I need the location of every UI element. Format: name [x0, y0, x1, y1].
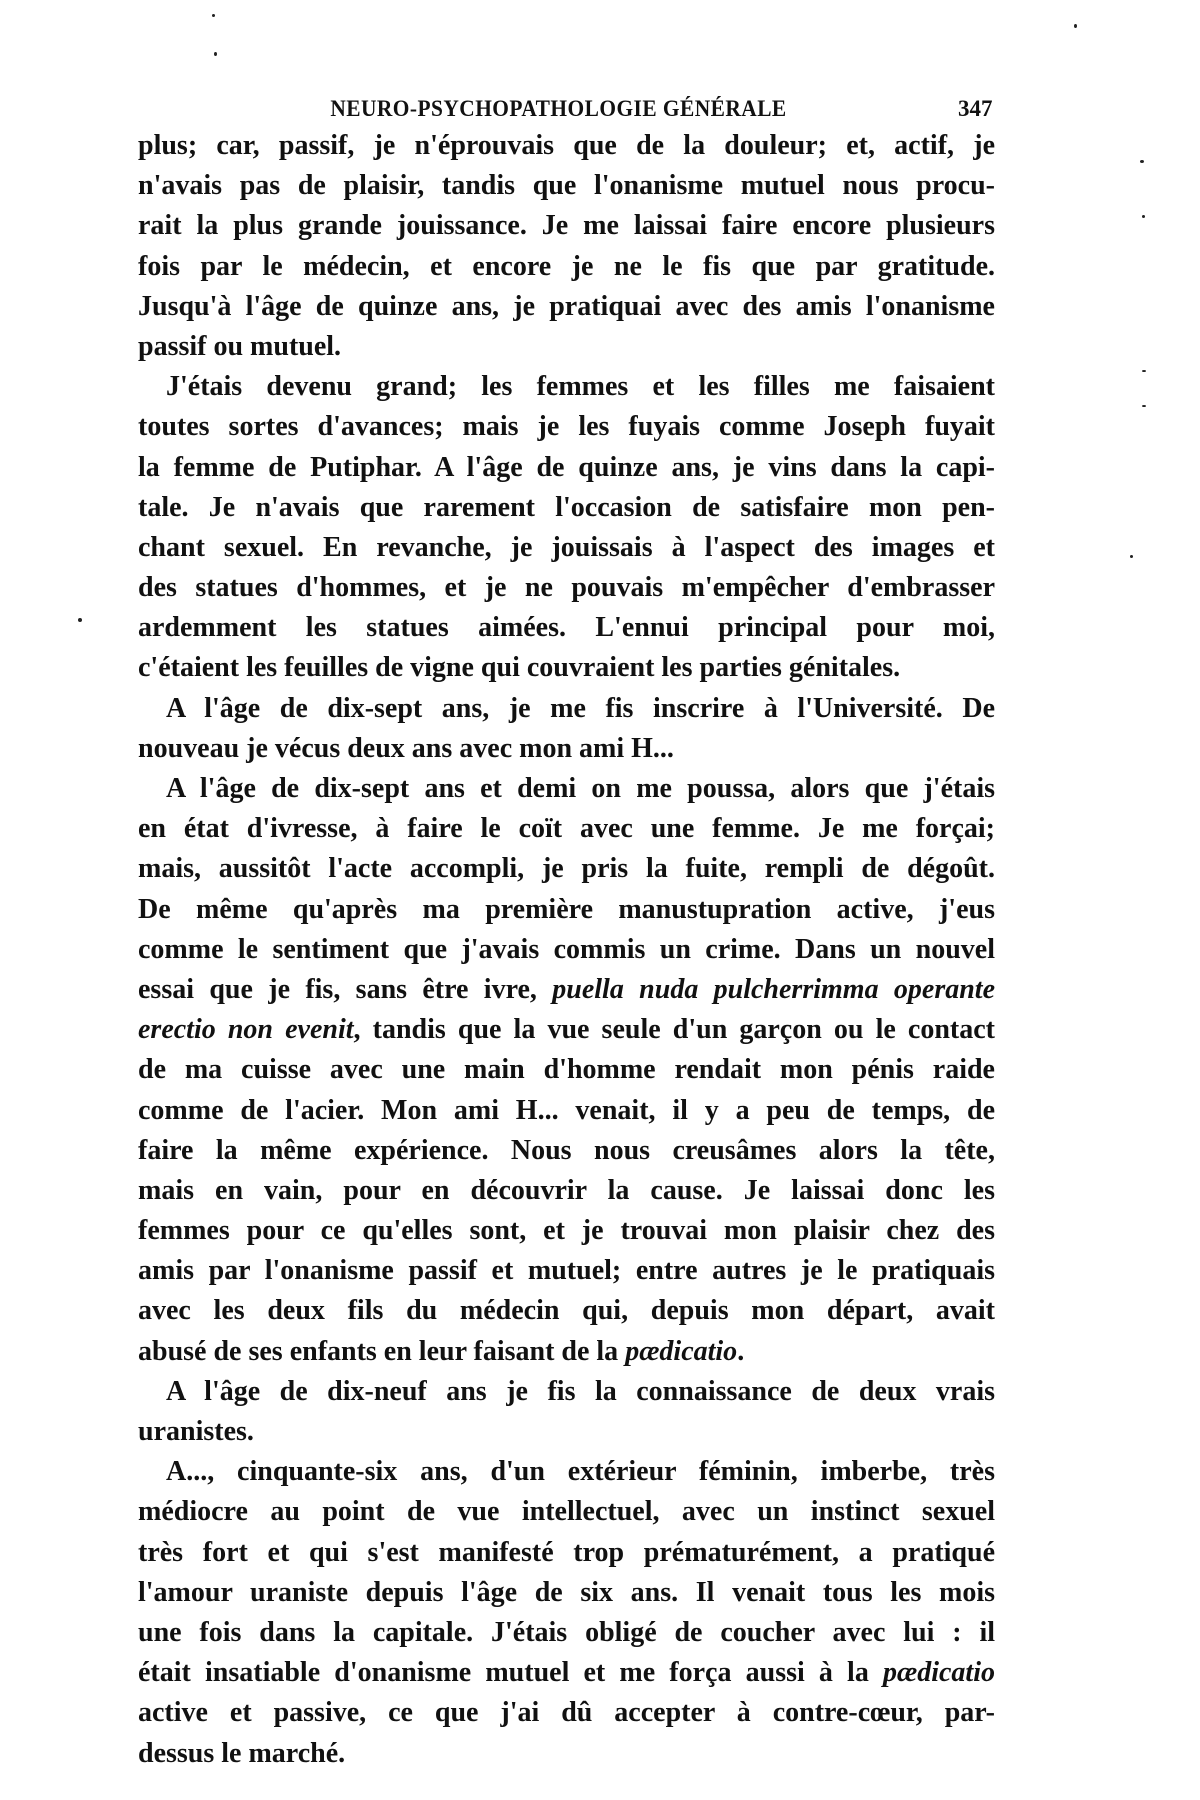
text-segment: avec les deux fils du médecin qui, depuis mon départ, avait [138, 1295, 995, 1327]
text-line [138, 1734, 995, 1774]
text-segment: mais en vain, pour en découvrir la cause. Je laissai donc les [138, 1174, 995, 1206]
scan-speck [1130, 555, 1133, 558]
text-segment: n'avais pas de plaisir, tandis que l'onanisme mutuel nous procu- [138, 170, 995, 202]
text-segment: la femme de Putiphar. A l'âge de quinze ans, je vins dans la capi- [138, 451, 995, 483]
text-line [138, 166, 995, 206]
text-segment: A l'âge de dix-sept ans et demi on me poussa, alors que j'étais [166, 773, 995, 804]
text-segment: essai que je fis, sans être ivre, [138, 973, 553, 1005]
text-line [138, 970, 995, 1010]
text-line [138, 1533, 995, 1573]
text-line [138, 206, 995, 246]
page-number: 347 [958, 96, 993, 121]
text-line [138, 287, 995, 327]
italic-latin-phrase: puella nuda pulcherrimma operante [552, 973, 996, 1005]
text-line [138, 528, 995, 568]
text-segment: des statues d'hommes, et je ne pouvais m'empêcher d'embrasser [138, 572, 995, 604]
text-segment: , tandis que la vue seule d'un garçon ou le contact [353, 1014, 995, 1046]
text-segment: A l'âge de dix-sept ans, je me fis inscrire à l'Université. De [166, 692, 995, 724]
text-segment: faire la même expérience. Nous nous creusâmes alors la tête, [138, 1134, 995, 1166]
text-line [138, 1332, 995, 1372]
text-line [138, 1573, 995, 1613]
text-line [138, 1492, 995, 1532]
text-line [138, 367, 995, 407]
scan-speck [1142, 370, 1146, 372]
scan-speck [1142, 405, 1146, 407]
scan-speck [78, 618, 82, 622]
text-line [138, 930, 995, 970]
scan-speck [1074, 24, 1077, 28]
text-line [138, 1050, 995, 1090]
text-line [138, 729, 995, 769]
text-segment: abusé de ses enfants en leur faisant de la [138, 1335, 626, 1367]
text-segment: nouveau je vécus deux ans avec mon ami H... [138, 732, 674, 764]
text-segment: tale. Je n'avais que rarement l'occasion de satisfaire mon pen- [138, 491, 995, 523]
text-segment: . [737, 1335, 745, 1367]
text-segment: A l'âge de dix-neuf ans je fis la connaissance de deux vrais [166, 1375, 995, 1407]
text-segment: c'étaient les feuilles de vigne qui couvraient les parties génitales. [138, 652, 901, 684]
text-line [138, 1412, 995, 1452]
text-line [138, 1171, 995, 1211]
text-line [138, 327, 995, 367]
italic-latin-phrase: erectio non evenit [138, 1014, 354, 1046]
body-text [138, 126, 995, 1774]
text-line [138, 488, 995, 528]
text-segment: De même qu'après ma première manustupration active, j'eus [138, 893, 995, 925]
text-segment: dessus le marché. [138, 1737, 346, 1769]
text-segment: chant sexuel. En revanche, je jouissais à l'aspect des images et [138, 531, 995, 563]
text-line [138, 407, 995, 447]
text-line [138, 809, 995, 849]
scan-speck [1142, 215, 1145, 218]
text-line [138, 689, 995, 729]
text-line [138, 1653, 995, 1693]
italic-latin-phrase: pædicatio [883, 1657, 995, 1689]
text-segment: femmes pour ce qu'elles sont, et je trouvai mon plaisir chez des [138, 1215, 995, 1247]
text-segment: mais, aussitôt l'acte accompli, je pris la fuite, rempli de dégoût. [138, 853, 995, 885]
text-segment: une fois dans la capitale. J'étais obligé de coucher avec lui : il [138, 1616, 995, 1648]
text-line [138, 608, 995, 648]
text-segment: uranistes. [138, 1416, 254, 1447]
text-line [138, 1452, 995, 1492]
italic-latin-phrase: pædicatio [625, 1335, 738, 1367]
text-segment: ardemment les statues aimées. L'ennui principal pour moi, [138, 612, 995, 644]
text-line [138, 1091, 995, 1131]
text-line [138, 890, 995, 930]
text-segment: était insatiable d'onanisme mutuel et me força aussi à la [138, 1657, 883, 1689]
text-segment: amis par l'onanisme passif et mutuel; entre autres je le pratiquais [138, 1255, 995, 1287]
text-line [138, 1693, 995, 1733]
text-line [138, 1613, 995, 1653]
running-title: NEURO-PSYCHOPATHOLOGIE GÉNÉRALE [330, 96, 787, 121]
text-segment: comme le sentiment que j'avais commis un crime. Dans un nouvel [138, 933, 995, 965]
text-line [138, 648, 995, 688]
text-line [138, 1131, 995, 1171]
text-line [138, 448, 995, 488]
text-line [138, 769, 995, 809]
text-segment: J'étais devenu grand; les femmes et les filles me faisaient [166, 371, 995, 403]
text-line [138, 1372, 995, 1412]
text-line [138, 1010, 995, 1050]
text-line [138, 126, 995, 166]
text-segment: très fort et qui s'est manifesté trop prématurément, a pratiqué [138, 1536, 995, 1568]
text-line [138, 247, 995, 287]
text-segment: comme de l'acier. Mon ami H... venait, il y a peu de temps, de [138, 1094, 995, 1126]
text-line [138, 1211, 995, 1251]
text-segment: en état d'ivresse, à faire le coït avec une femme. Je me forçai; [138, 813, 995, 845]
text-segment: active et passive, ce que j'ai dû accepter à contre-cœur, par- [138, 1697, 995, 1729]
scan-speck [214, 52, 217, 56]
text-line [138, 568, 995, 608]
text-segment: passif ou mutuel. [138, 330, 342, 362]
scan-speck [1140, 160, 1144, 163]
text-segment: plus; car, passif, je n'éprouvais que de la douleur; et, actif, je [138, 130, 995, 161]
text-line [138, 1291, 995, 1331]
text-segment: l'amour uraniste depuis l'âge de six ans. Il venait tous les mois [138, 1576, 995, 1608]
text-line [138, 1251, 995, 1291]
text-segment: rait la plus grande jouissance. Je me laissai faire encore plusieurs [138, 210, 995, 242]
text-line [138, 849, 995, 889]
text-segment: A..., cinquante-six ans, d'un extérieur féminin, imberbe, très [166, 1456, 995, 1488]
text-segment: toutes sortes d'avances; mais je les fuyais comme Joseph fuyait [138, 411, 995, 443]
text-segment: de ma cuisse avec une main d'homme rendait mon pénis raide [138, 1054, 995, 1086]
text-segment: Jusqu'à l'âge de quinze ans, je pratiquai avec des amis l'onanisme [138, 290, 995, 322]
text-segment: médiocre au point de vue intellectuel, avec un instinct sexuel [138, 1496, 995, 1528]
scan-speck [212, 14, 215, 17]
text-segment: fois par le médecin, et encore je ne le fis que par gratitude. [138, 250, 995, 282]
